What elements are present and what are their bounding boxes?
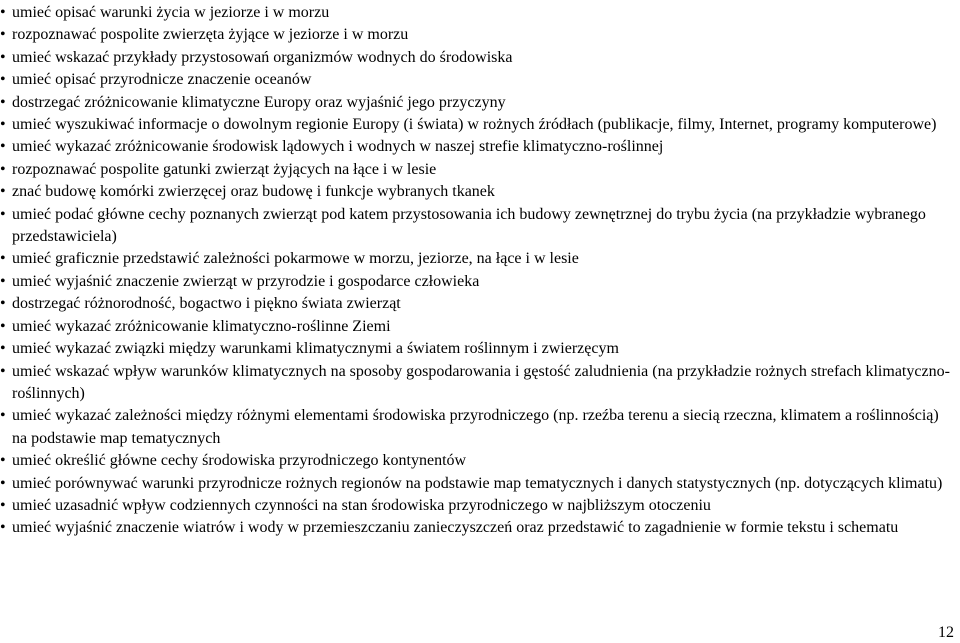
list-item [0,2,955,24]
list-item-text: umieć wykazać zróżnicowanie klimatyczno-roślinne Ziemi [12,317,391,335]
list-item [0,159,955,181]
list-item [0,405,955,450]
list-item-text: umieć opisać przyrodnicze znaczenie oceanów [12,71,312,89]
list-item-text: umieć wyjaśnić znaczenie zwierząt w przyrodzie i gospodarce człowieka [12,272,480,290]
list-item [0,47,955,69]
list-item-text: umieć wykazać zależności między różnymi elementami środowiska przyrodniczego (np. rzeźba terenu a siecią rzeczna, klimatem a roślinnością) na podstawie map tematycznych [12,407,939,447]
bullet-icon: • [0,160,6,178]
list-item-text: umieć porównywać warunki przyrodnicze rożnych regionów na podstawie map tematycznych i danych statystycznych (np. dotyczących klimatu) [12,474,943,492]
list-item-text: umieć opisać warunki życia w jeziorze i w morzu [12,4,330,21]
list-item-text: dostrzegać różnorodność, bogactwo i piękno świata zwierząt [12,295,401,313]
list-item-text: umieć wskazać przykłady przystosowań organizmów wodnych do środowiska [12,48,513,66]
bullet-icon: • [0,519,6,537]
document-page [0,2,955,540]
list-item [0,114,955,136]
list-item-text: umieć określić główne cechy środowiska przyrodniczego kontynentów [12,452,467,470]
list-item [0,293,955,315]
list-item [0,69,955,91]
list-item [0,248,955,270]
bullet-icon: • [0,295,6,313]
list-item-text: umieć wyszukiwać informacje o dowolnym regionie Europy (i świata) w rożnych źródłach (publikacje, filmy, Internet, programy komputerowe) [12,116,937,134]
bullet-icon: • [0,496,6,514]
list-item-text: umieć wykazać zróżnicowanie środowisk lądowych i wodnych w naszej strefie klimatyczno-roślinnej [12,138,664,156]
bullet-icon: • [0,272,6,290]
list-item-text: rozpoznawać pospolite zwierzęta żyjące w jeziorze i w morzu [12,26,409,44]
list-item-text: znać budowę komórki zwierzęcej oraz budowę i funkcje wybranych tkanek [12,183,495,201]
list-item-text: rozpoznawać pospolite gatunki zwierząt żyjących na łące i w lesie [12,160,437,178]
list-item [0,204,955,249]
list-item [0,136,955,158]
bullet-icon: • [0,71,6,89]
list-item-text: umieć graficznie przedstawić zależności pokarmowe w morzu, jeziorze, na łące i w lesie [12,250,579,268]
bullet-icon: • [0,362,6,380]
bullet-icon: • [0,183,6,201]
list-item [0,495,955,517]
list-item-text: umieć wykazać związki między warunkami klimatycznymi a światem roślinnym i zwierzęcym [12,340,619,358]
list-item [0,473,955,495]
bullet-icon: • [0,205,6,223]
list-item-text: dostrzegać zróżnicowanie klimatyczne Europy oraz wyjaśnić jego przyczyny [12,93,506,111]
list-item [0,271,955,293]
list-item [0,92,955,114]
list-item [0,450,955,472]
bullet-icon: • [0,93,6,111]
bullet-icon: • [0,474,6,492]
list-item-text: umieć wskazać wpływ warunków klimatycznych na sposoby gospodarowania i gęstość zaludnienia (na przykładzie rożnych strefach klimatyczno-roślinnych) [12,362,950,402]
bullet-icon: • [0,26,6,44]
bullet-icon: • [0,340,6,358]
list-item [0,181,955,203]
bullet-icon: • [0,138,6,156]
bullet-icon: • [0,116,6,134]
bullet-icon: • [0,407,6,425]
requirements-list [0,2,955,540]
list-item-text: umieć wyjaśnić znaczenie wiatrów i wody w przemieszczaniu zanieczyszczeń oraz przedstawić to zagadnienie w formie tekstu i schematu [12,519,899,537]
bullet-icon: • [0,48,6,66]
bullet-icon: • [0,452,6,470]
list-item [0,361,955,406]
list-item-text: umieć podać główne cechy poznanych zwierząt pod katem przystosowania ich budowy zewnętrznej do trybu życia (na przykładzie wybranego przedstawiciela) [12,205,926,246]
list-item [0,316,955,338]
bullet-icon: • [0,4,6,21]
list-item [0,517,955,539]
list-item [0,338,955,360]
list-item [0,24,955,46]
bullet-icon: • [0,317,6,335]
list-item-text: umieć uzasadnić wpływ codziennych czynności na stan środowiska przyrodniczego w najbliższym otoczeniu [12,496,711,514]
page-number: 12 [938,624,954,641]
bullet-icon: • [0,250,6,268]
